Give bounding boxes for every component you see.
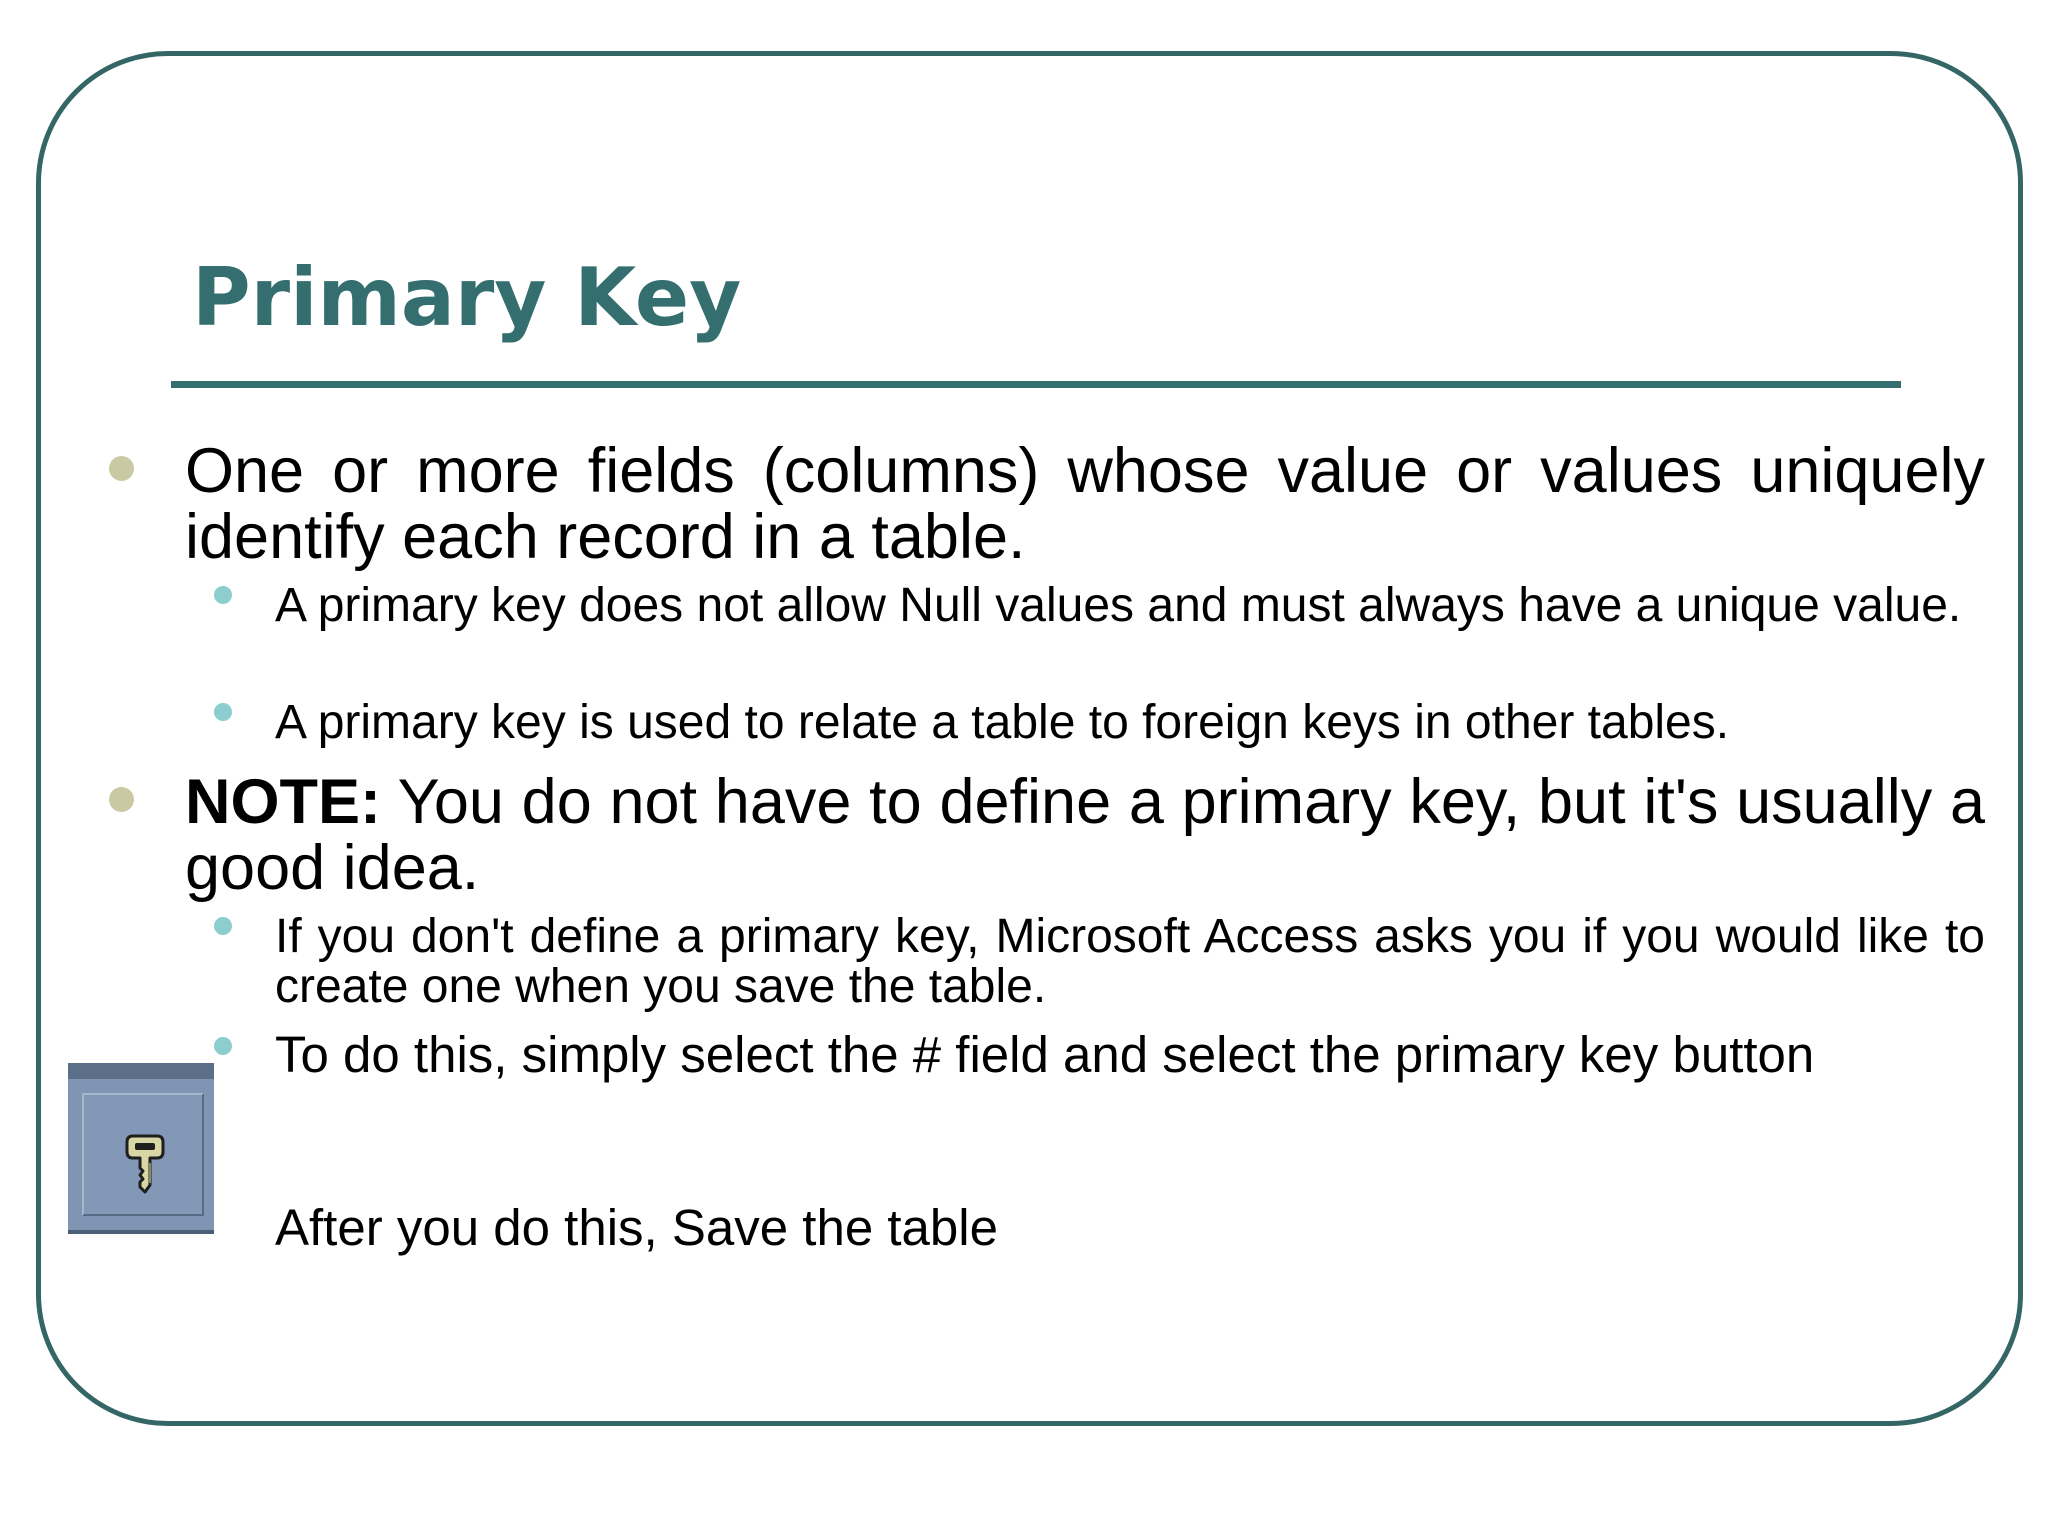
bullet-1-sub-2: A primary key is used to relate a table to foreign keys in other tables.	[275, 696, 1730, 749]
bullet-1-sub-1: A primary key does not allow Null values and must always have a unique value.	[275, 579, 1962, 632]
note-label: NOTE:	[185, 767, 381, 837]
bullet-2-sub-2: To do this, simply select the # field and select the primary key button	[275, 1026, 1815, 1083]
note-text: You do not have to define a primary key, but it's usually a good idea.	[185, 767, 1985, 903]
bullet-1-text: One or more fields (columns) whose value or values uniquely identify each record in a table.	[185, 436, 1985, 572]
sub-bullet-dot	[214, 586, 232, 604]
bullet-2-text	[185, 769, 1985, 901]
sub-bullet-dot	[214, 1037, 232, 1055]
title-underline	[171, 381, 1901, 388]
bullet-dot	[109, 456, 134, 481]
bullet-2-sub-1: If you don't define a primary key, Microsoft Access asks you if you would like to create one when you save the table.	[275, 910, 1985, 1013]
primary-key-button-face	[82, 1093, 204, 1216]
primary-key-button	[68, 1063, 214, 1234]
sub-bullet-dot	[214, 703, 232, 721]
sub-bullet-dot	[214, 917, 232, 935]
after-note: After you do this, Save the table	[275, 1199, 998, 1256]
primary-key-icon	[124, 1133, 166, 1195]
bullet-dot	[109, 787, 134, 812]
slide-title: Primary Key	[192, 251, 742, 344]
